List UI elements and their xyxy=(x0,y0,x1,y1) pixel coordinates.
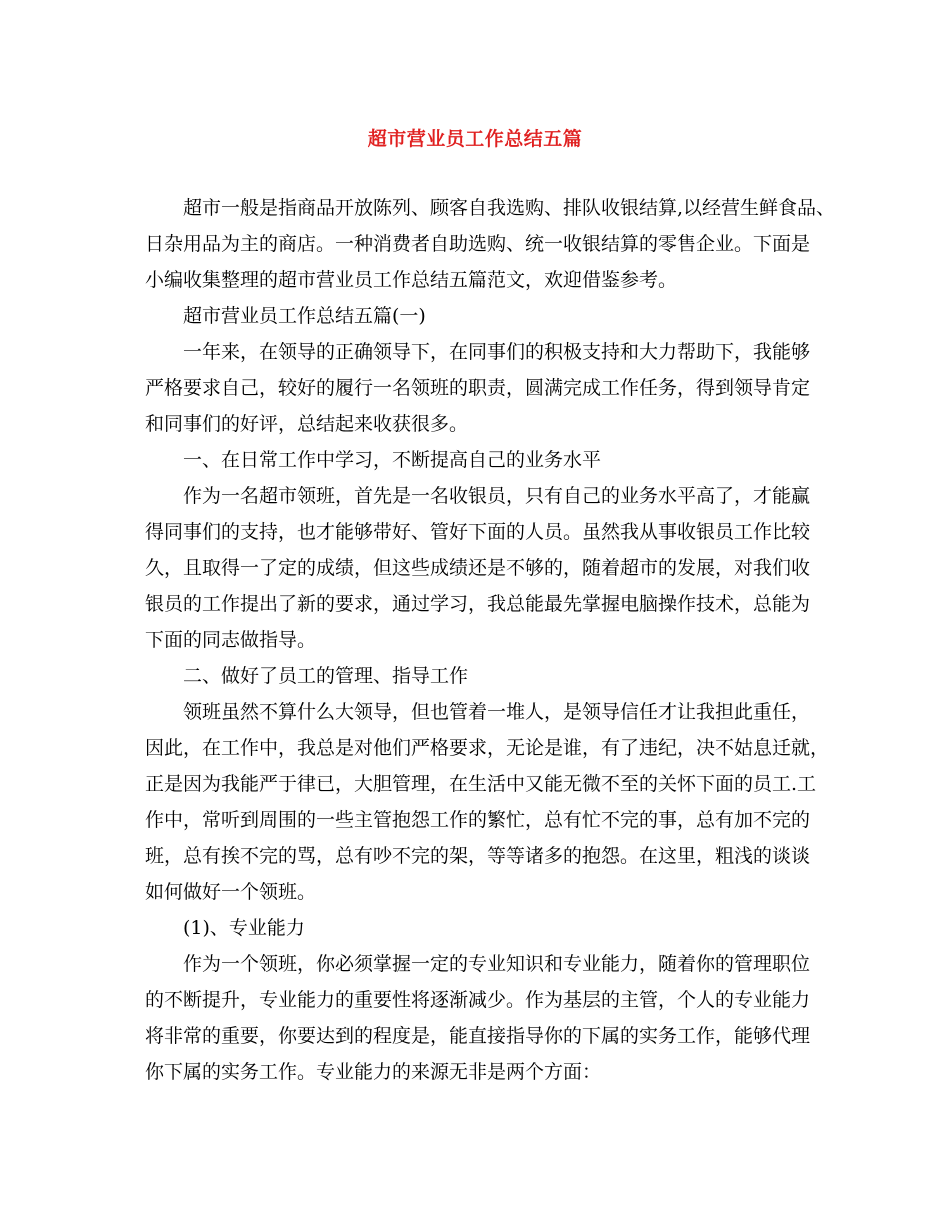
text-line: 银员的工作提出了新的要求，通过学习，我总能最先掌握电脑操作技术，总能为 xyxy=(145,593,811,615)
text-line: 一、在日常工作中学习，不断提高自己的业务水平 xyxy=(183,449,602,471)
section-heading-2 xyxy=(145,658,825,694)
paragraph-staff-management xyxy=(145,694,830,910)
paragraph-professional-ability xyxy=(145,946,825,1090)
paragraph-year-summary xyxy=(145,334,825,442)
text-line: 下面的同志做指导。 xyxy=(145,629,317,651)
text-line: 你下属的实务工作。专业能力的来源无非是两个方面： xyxy=(145,1061,602,1083)
text-line: 久，且取得一了定的成绩，但这些成绩还是不够的，随着超市的发展，对我们收 xyxy=(145,557,811,579)
paragraph-intro xyxy=(145,190,836,298)
text-line: 作为一个领班，你必须掌握一定的专业知识和专业能力，随着你的管理职位 xyxy=(183,953,811,975)
text-line: 严格要求自己，较好的履行一名领班的职责，圆满完成工作任务，得到领导肯定 xyxy=(145,377,811,399)
section-heading-1 xyxy=(145,442,825,478)
text-line: 二、做好了员工的管理、指导工作 xyxy=(183,665,469,687)
subsection-heading-professional-ability xyxy=(145,910,825,946)
document-body xyxy=(145,190,836,1090)
text-line: 一年来，在领导的正确领导下，在同事们的积极支持和大力帮助下，我能够 xyxy=(183,341,811,363)
text-line: 得同事们的支持，也才能够带好、管好下面的人员。虽然我从事收银员工作比较 xyxy=(145,521,811,543)
text-line: 超市营业员工作总结五篇(一) xyxy=(183,305,426,327)
text-line: 作中，常听到周围的一些主管抱怨工作的繁忙，总有忙不完的事，总有加不完的 xyxy=(145,809,811,831)
text-line: 小编收集整理的超市营业员工作总结五篇范文，欢迎借鉴参考。 xyxy=(145,269,678,291)
text-line: 正是因为我能严于律已，大胆管理，在生活中又能无微不至的关怀下面的员工.工 xyxy=(145,773,817,795)
section-heading-part-one xyxy=(145,298,825,334)
text-line: 和同事们的好评，总结起来收获很多。 xyxy=(145,413,469,435)
text-line: 领班虽然不算什么大领导，但也管着一堆人，是领导信任才让我担此重任， xyxy=(183,701,811,723)
document-title: 超市营业员工作总结五篇 xyxy=(367,128,583,150)
text-line: 超市一般是指商品开放陈列、顾客自我选购、排队收银结算,以经营生鲜食品、 xyxy=(183,197,836,219)
text-line: 的不断提升，专业能力的重要性将逐渐减少。作为基层的主管，个人的专业能力 xyxy=(145,989,811,1011)
text-line: 如何做好一个领班。 xyxy=(145,881,317,903)
text-line: 因此，在工作中，我总是对他们严格要求，无论是谁，有了违纪，决不姑息迁就， xyxy=(145,737,830,759)
text-line: 日杂用品为主的商店。一种消费者自助选购、统一收银结算的零售企业。下面是 xyxy=(145,233,811,255)
text-line: (1)、专业能力 xyxy=(183,917,305,939)
text-line: 班，总有挨不完的骂，总有吵不完的架，等等诸多的抱怨。在这里，粗浅的谈谈 xyxy=(145,845,811,867)
text-line: 作为一名超市领班，首先是一名收银员，只有自己的业务水平高了，才能赢 xyxy=(183,485,811,507)
paragraph-business-level xyxy=(145,478,825,658)
text-line: 将非常的重要，你要达到的程度是，能直接指导你的下属的实务工作，能够代理 xyxy=(145,1025,811,1047)
